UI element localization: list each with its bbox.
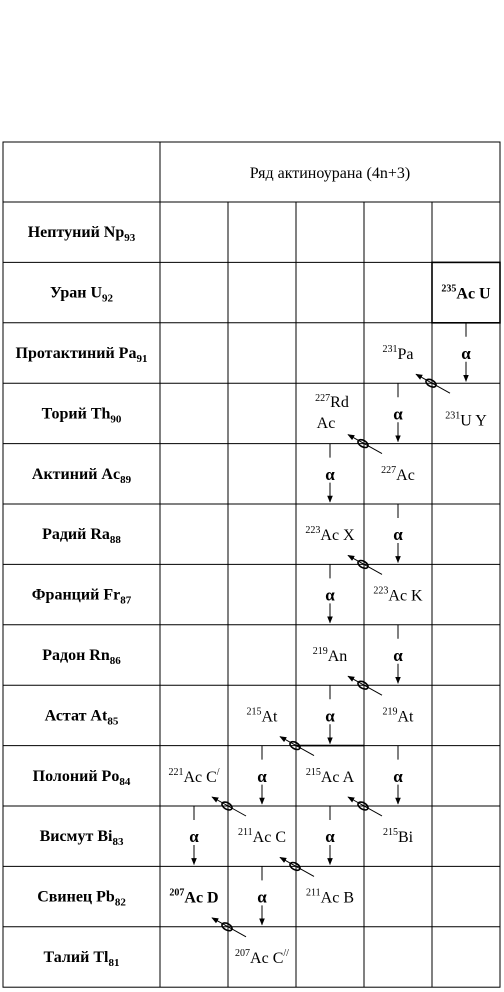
mass-number: 215 [246,706,262,718]
isotope [373,586,423,605]
atomic-number: 83 [112,836,124,849]
element-row-label [37,889,126,909]
element-row-label [45,707,119,727]
table-grid [3,142,500,987]
isotope [305,525,355,544]
element-name: Висмут Bi [39,828,113,846]
isotope-name: Ac K [388,587,423,605]
isotope [383,706,415,725]
alpha-decay-arrow [325,564,335,622]
isotope-name: Ac B [320,889,354,907]
isotope [306,767,355,786]
alpha-label: α [189,827,199,847]
atomic-number: 91 [136,353,148,365]
alpha-label: α [393,646,403,665]
alpha-decay-arrow [393,746,403,804]
alpha-decay-arrow [189,806,199,864]
alpha-decay-arrow [257,866,267,924]
element-row-label [42,526,121,546]
mass-number: 211 [238,827,253,839]
isotope-label [445,410,487,429]
atomic-number: 87 [120,594,132,607]
isotope-label [238,827,286,846]
element-row-label [40,828,124,848]
element-name: Астат At [44,707,108,725]
isotope-name: Bi [397,829,414,847]
element-row-label [50,285,114,305]
isotope-name: Ac X [320,527,355,545]
isotope [247,706,279,725]
alpha-label: α [325,585,335,605]
atomic-number: 81 [108,957,120,969]
mass-number: 215 [382,827,398,839]
element-row-label [32,466,132,486]
prime-mark: // [283,948,289,959]
alpha-label: α [461,344,471,363]
alpha-decay-arrow [393,383,403,441]
isotope-label [168,767,219,786]
isotope-name: Ac U [456,285,491,303]
isotope-name: Pa [397,346,414,363]
mass-number: 207 [235,948,251,959]
atomic-number: 85 [107,715,119,728]
alpha-label: α [393,766,403,786]
isotope [381,465,415,484]
isotope-name: Ac C [183,768,217,786]
isotope-name: Ac C [250,950,284,967]
atomic-number: 88 [109,534,121,547]
mass-number: 221 [168,766,184,778]
isotope-name: Ac C [252,829,286,847]
isotope-name: Rd [330,394,349,412]
isotope [306,888,354,907]
alpha-decay-arrow [393,625,403,683]
atomic-number: 84 [119,775,131,788]
isotope-name: Ac D [184,889,219,907]
isotopes [168,262,500,967]
element-row-label [44,949,120,969]
element-name: Торий Th [41,405,111,423]
element-name: Талий Tl [43,949,109,966]
isotope-label [306,767,355,786]
alpha-label: α [257,887,267,907]
element-name: Уран U [49,284,103,302]
alpha-label: α [325,827,335,847]
isotope-label [305,525,355,544]
mass-number: 227 [315,393,331,405]
isotope-label [306,888,354,907]
series-title: Ряд актиноурана (4n+3) [249,165,411,182]
alpha-decay-arrow [325,806,335,864]
alpha-label: α [325,464,335,484]
isotope [383,344,414,363]
alpha-decay-arrow [393,504,403,562]
isotope-name: U Y [460,412,487,430]
isotope [169,888,218,907]
mass-number: 219 [382,706,398,718]
isotope [383,827,414,846]
isotope-label [373,586,423,605]
isotope-name-line2: Ac [316,415,336,433]
isotope [315,393,349,432]
element-name: Франций Fr [31,586,121,604]
element-name: Полоний Po [32,767,120,785]
isotope [445,410,487,429]
element-row-label [16,345,148,365]
mass-number: 207 [169,887,185,899]
isotope-label [383,344,414,363]
isotope-name: At [261,708,278,726]
mass-number: 211 [306,887,321,899]
mass-number: 231 [445,410,461,422]
isotope-label [315,393,349,411]
element-name: Радий Ra [42,526,110,544]
element-row-label [33,768,131,788]
mass-number: 219 [312,646,328,657]
element-row-label [42,647,121,667]
isotope-label [247,706,279,725]
alpha-decay-arrow [257,746,267,804]
prime-mark: / [216,766,220,778]
alpha-decay-arrow [325,444,335,502]
isotope-label [383,706,415,725]
atomic-number: 82 [114,896,126,909]
alpha-label: α [393,404,403,424]
element-row-label [28,224,136,244]
isotope-name: Ac A [320,768,355,786]
alpha-decay-arrow [461,323,471,381]
isotope [313,646,348,665]
isotope-label [313,646,348,665]
isotope-name: At [397,708,414,726]
element-row-label [32,587,132,607]
isotope-label [381,465,415,484]
mass-number: 223 [373,585,389,597]
isotope [168,767,219,786]
isotope [235,948,289,967]
mass-number: 231 [382,344,398,355]
isotope [441,284,491,303]
alpha-label: α [257,766,267,786]
isotope-label [383,827,414,846]
element-name: Нептуний Np [27,224,125,242]
element-name: Протактиний Pa [15,345,137,362]
isotope-label [441,284,491,303]
mass-number: 235 [441,283,457,295]
atomic-number: 92 [102,292,114,305]
alpha-decay-arrow [325,685,335,743]
element-row-label [42,405,122,425]
mass-number: 223 [305,525,321,537]
mass-number: 227 [381,464,397,476]
isotope [238,827,286,846]
mass-number: 215 [305,766,321,778]
isotope-name: Ac [396,466,415,484]
atomic-number: 93 [124,232,136,245]
isotope-name: An [327,648,348,665]
element-name: Актиний Ac [31,465,121,483]
atomic-number: 86 [109,655,121,667]
atomic-number: 89 [120,473,132,486]
element-name: Свинец Pb [37,888,115,906]
element-labels [16,224,148,969]
alpha-label: α [393,525,403,545]
alpha-label: α [325,706,335,726]
element-name: Радон Rn [42,647,110,664]
isotope-label [169,888,218,907]
isotope-label [235,948,289,967]
atomic-number: 90 [110,413,122,426]
